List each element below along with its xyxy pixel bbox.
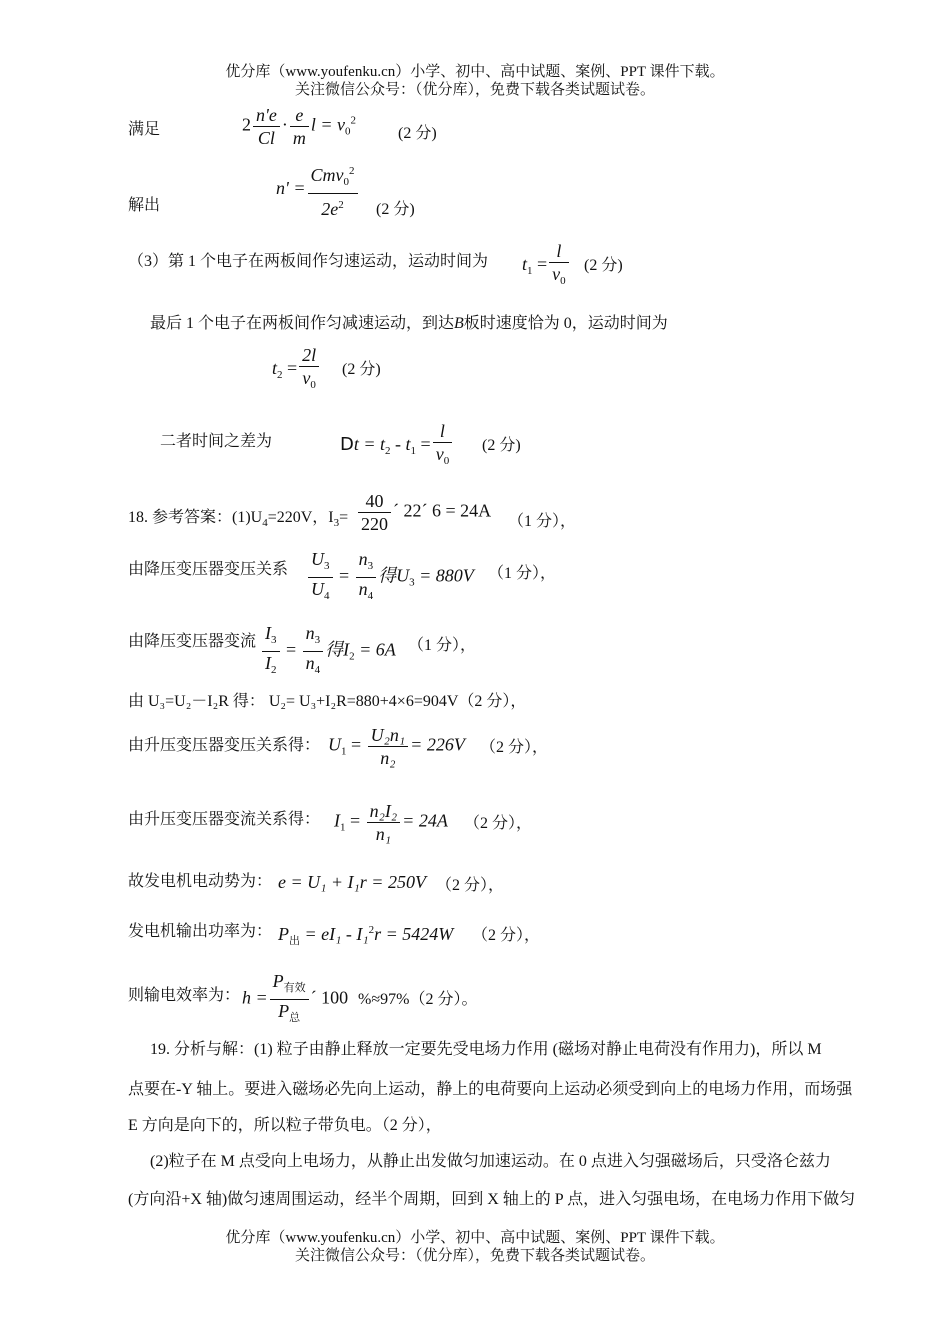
q18-line8-score: （2 分），: [472, 927, 541, 944]
q18-intro-equation: $\frac{40}{220}$ ´ 22´ 6 = 24A: [356, 490, 491, 535]
q18-line7-label: 故发电机电动势为：: [128, 873, 273, 890]
q19-p1-line3: E 方向是向下的，所以粒子带负电。（2 分），: [128, 1117, 442, 1134]
q18-line9-equation: h = $\frac{P_{有效}}{P_总}$ ´ 100: [242, 971, 349, 1024]
q19-p2-line2: (方向沿+X 轴)做匀速周围运动，经半个周期，回到 X 轴上的 P 点，进入匀强电场，在电场力作用下做匀: [128, 1191, 856, 1208]
q18-line9-tail: %≈97%（2 分）。: [358, 991, 478, 1008]
footer-line-2: 关注微信公众号：（优分库），免费下载各类试题试卷。: [294, 1248, 655, 1264]
q18-intro: 18. 参考答案：$(1)U_4=220V$，$I_3=$: [128, 509, 349, 529]
equation-5: $Dt = t_2 - t_1$ = $\frac{l}{v_0}$: [340, 420, 454, 472]
part3-text: （3）第 1 个电子在两板间作匀速运动，运动时间为: [128, 253, 489, 270]
time-diff-label: 二者时间之差为: [160, 433, 273, 450]
q19-p1-line1: 19. 分析与解：(1) 粒子由静止释放一定要先受电场力作用 (磁场对静止电荷没有作用力)，所以 M: [150, 1041, 822, 1058]
q18-line5-score: （2 分），: [480, 739, 549, 756]
q18-line2-equation: $\frac{U_3}{U_4}$ = $\frac{n_3}{n_4}$ 得$U_3 = 880V$: [306, 548, 474, 607]
equation-3: $t_1$ = $\frac{l}{v_0}$: [522, 240, 571, 292]
q18-line5-equation: $U_1$ = $\frac{\text{U₂n₁}}{\text{n₂}}$ = 226V: [328, 725, 465, 768]
q18-line5-label: 由升压变压器变压关系得：: [128, 737, 321, 754]
q18-line4: 由 U₃=U₂－I₂R 得： U₂= U₃+I₂R=880+4×6=904V（2 分），: [128, 693, 527, 710]
q18-line2-score: （1 分），: [488, 565, 557, 582]
q18-line9-label: 则输电效率为：: [128, 987, 241, 1004]
footer-line-1: 优分库（www.youfenku.cn）小学、初中、高中试题、案例、PPT 课件下载。: [225, 1230, 725, 1246]
q18-line3-label: 由降压变压器变流: [128, 633, 257, 650]
q18-line7-equation: e = U₁ + I₁r = 250V: [278, 872, 426, 892]
equation-1-score: (2 分): [398, 125, 437, 142]
last-electron-text: 最后 1 个电子在两板间作匀减速运动，到达B板时速度恰为 0，运动时间为: [150, 315, 668, 332]
q18-line8-equation: $P_出 = eI_1 - I_1^2r = 5424W$: [278, 924, 454, 947]
q18-intro-score: （1 分），: [508, 513, 577, 530]
q18-line6-score: （2 分），: [464, 815, 533, 832]
solve-label: 解出: [128, 197, 161, 214]
q18-line2-label: 由降压变压器变压关系: [128, 561, 289, 578]
q18-line7-score: （2 分），: [436, 877, 505, 894]
equation-3-score: (2 分): [584, 257, 623, 274]
q19-p1-line2: 点要在-Y 轴上。要进入磁场必先向上运动，静上的电荷要向上运动必须受到向上的电场力作用，而场强: [128, 1081, 853, 1098]
header-line-1: 优分库（www.youfenku.cn）小学、初中、高中试题、案例、PPT 课件下载。: [225, 64, 725, 80]
equation-4-score: (2 分): [342, 361, 381, 378]
q18-line6-label: 由升压变压器变流关系得：: [128, 811, 321, 828]
satisfy-label: 满足: [128, 121, 161, 138]
header-line-2: 关注微信公众号：（优分库），免费下载各类试题试卷。: [294, 82, 655, 98]
equation-2: n' = $\frac{Cmv_0^2}{2e^2}$: [276, 160, 360, 220]
q18-line8-label: 发电机输出功率为：: [128, 923, 273, 940]
equation-2-score: (2 分): [376, 201, 415, 218]
equation-1: 2 $\frac{n'e}{Cl}$ · $\frac{e}{m}$ $l = v_0^2$: [242, 105, 356, 148]
q18-line3-equation: $\frac{I_3}{I_2}$ = $\frac{n_3}{n_4}$ 得$I_2 = 6A$: [260, 622, 396, 681]
q18-line6-equation: $I_1$ = $\frac{\text{n₂I₂}}{\text{n₁}}$ = 24A: [334, 801, 448, 844]
q18-line3-score: （1 分），: [408, 637, 477, 654]
equation-4: $t_2$ = $\frac{2l}{v_0}$: [272, 344, 321, 396]
q19-p2-line1: (2)粒子在 M 点受向上电场力，从静止出发做匀加速运动。在 0 点进入匀强磁场后，只受洛仑兹力: [150, 1153, 831, 1170]
equation-5-score: (2 分): [482, 437, 521, 454]
